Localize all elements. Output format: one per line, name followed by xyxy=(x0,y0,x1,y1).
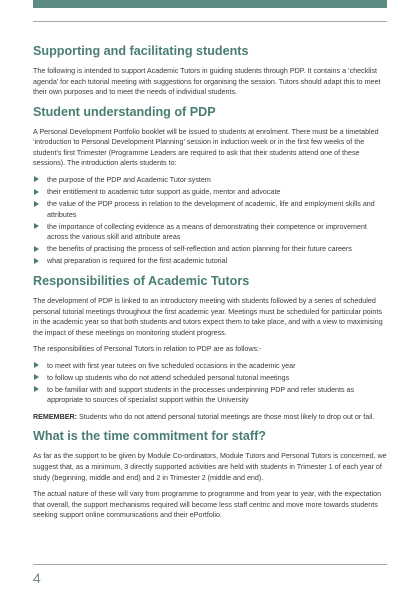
list-item-text: the importance of collecting evidence as a means of demonstrating their competence or improvement across the various skill and attribute areas xyxy=(47,222,367,242)
header-rule xyxy=(33,21,387,22)
triangle-bullet-icon xyxy=(34,223,39,229)
paragraph-responsibilities-1: The development of PDP is linked to an introductory meeting with students followed by a series of scheduled personal tutorial meetings throughout the first academic year. Meetings must be scheduled for particular points in the academic year so that both students and tutors expect them to take place, and with a view to maximising the impact of these meetings on monitoring student progress. xyxy=(33,297,383,337)
list-item xyxy=(33,187,387,198)
list-item-text: their entitlement to academic tutor support as guide, mentor and advocate xyxy=(47,187,281,196)
section-understanding xyxy=(33,105,387,267)
triangle-bullet-icon xyxy=(34,374,39,380)
section-supporting xyxy=(33,44,387,98)
footer-rule xyxy=(33,564,387,565)
paragraph-responsibilities-2: The responsibilities of Personal Tutors in relation to PDP are as follows:- xyxy=(33,345,262,354)
triangle-bullet-icon xyxy=(34,246,39,252)
list-item-text: to follow up students who do not attend scheduled personal tutorial meetings xyxy=(47,373,290,382)
paragraph-commitment-1: As far as the support to be given by Module Co-ordinators, Module Tutors and Personal Tutors is concerned, we suggest that, as a minimum, 3 directly supported activities are held with students in Trimester 1 of each year of study (beginning, middle and end) and 2 in Trimester 2 (middle and end). xyxy=(33,452,387,482)
paragraph-understanding: A Personal Development Portfolio booklet will be issued to students at enrolment. There must be a timetabled ‘introduction to Personal Development Planning’ session in induction week or in the first few weeks of the student’s first Trimester (Programme Leaders are required to ask that their students attend one of these sessions). The introduction alerts students to: xyxy=(33,127,379,168)
list-item xyxy=(33,244,387,255)
list-item xyxy=(33,361,387,372)
heading-commitment: What is the time commitment for staff? xyxy=(33,429,267,444)
paragraph-supporting: The following is intended to support Academic Tutors in guiding students through PDP. It contains a ‘checklist agenda’ for each tutorial meeting with suggestions for organising the session. Tutors should adapt this to meet their own purposes and to meet the needs of individual students. xyxy=(33,67,381,97)
triangle-bullet-icon xyxy=(34,189,39,195)
triangle-bullet-icon xyxy=(34,386,39,392)
list-item-text: the value of the PDP process in relation to the development of academic, life and employment skills and attributes xyxy=(47,200,375,219)
understanding-list xyxy=(33,175,387,267)
triangle-bullet-icon xyxy=(34,362,39,368)
page-number: 4 xyxy=(33,570,41,586)
heading-responsibilities: Responsibilities of Academic Tutors xyxy=(33,273,250,288)
section-responsibilities xyxy=(33,274,387,422)
responsibilities-list xyxy=(33,361,387,406)
triangle-bullet-icon xyxy=(34,176,39,182)
list-item xyxy=(33,256,387,267)
heading-understanding: Student understanding of PDP xyxy=(33,104,216,119)
triangle-bullet-icon xyxy=(34,258,39,264)
header-band xyxy=(33,0,387,8)
paragraph-commitment-2: The actual nature of these will vary from programme to programme and from year to year, with the expectation that overall, the support mechanisms required will become less staff centric and move more towards students seeking support online communications and their ePortfolio. xyxy=(33,490,382,520)
remember-text: Students who do not attend personal tutorial meetings are those most likely to drop out or fail. xyxy=(77,412,375,421)
list-item xyxy=(33,373,387,384)
page-content xyxy=(33,44,387,528)
list-item xyxy=(33,222,387,243)
list-item-text: the benefits of practising the process of self-reflection and action planning for their future careers xyxy=(47,245,352,254)
triangle-bullet-icon xyxy=(34,201,39,207)
list-item xyxy=(33,385,387,406)
remember-note xyxy=(33,412,387,423)
list-item-text: to meet with first year tutees on five scheduled occasions in the academic year xyxy=(47,361,296,370)
heading-supporting: Supporting and facilitating students xyxy=(33,44,249,58)
list-item xyxy=(33,199,387,220)
list-item-text: what preparation is required for the first academic tutorial xyxy=(47,257,228,266)
remember-label: REMEMBER: xyxy=(33,412,78,421)
list-item xyxy=(33,175,387,186)
section-commitment xyxy=(33,429,387,520)
list-item-text: the purpose of the PDP and Academic Tutor system xyxy=(47,175,211,184)
list-item-text: to be familiar with and support students in the processes underpinning PDP and refer students as appropriate to sources of specialist support within the University xyxy=(47,385,355,405)
